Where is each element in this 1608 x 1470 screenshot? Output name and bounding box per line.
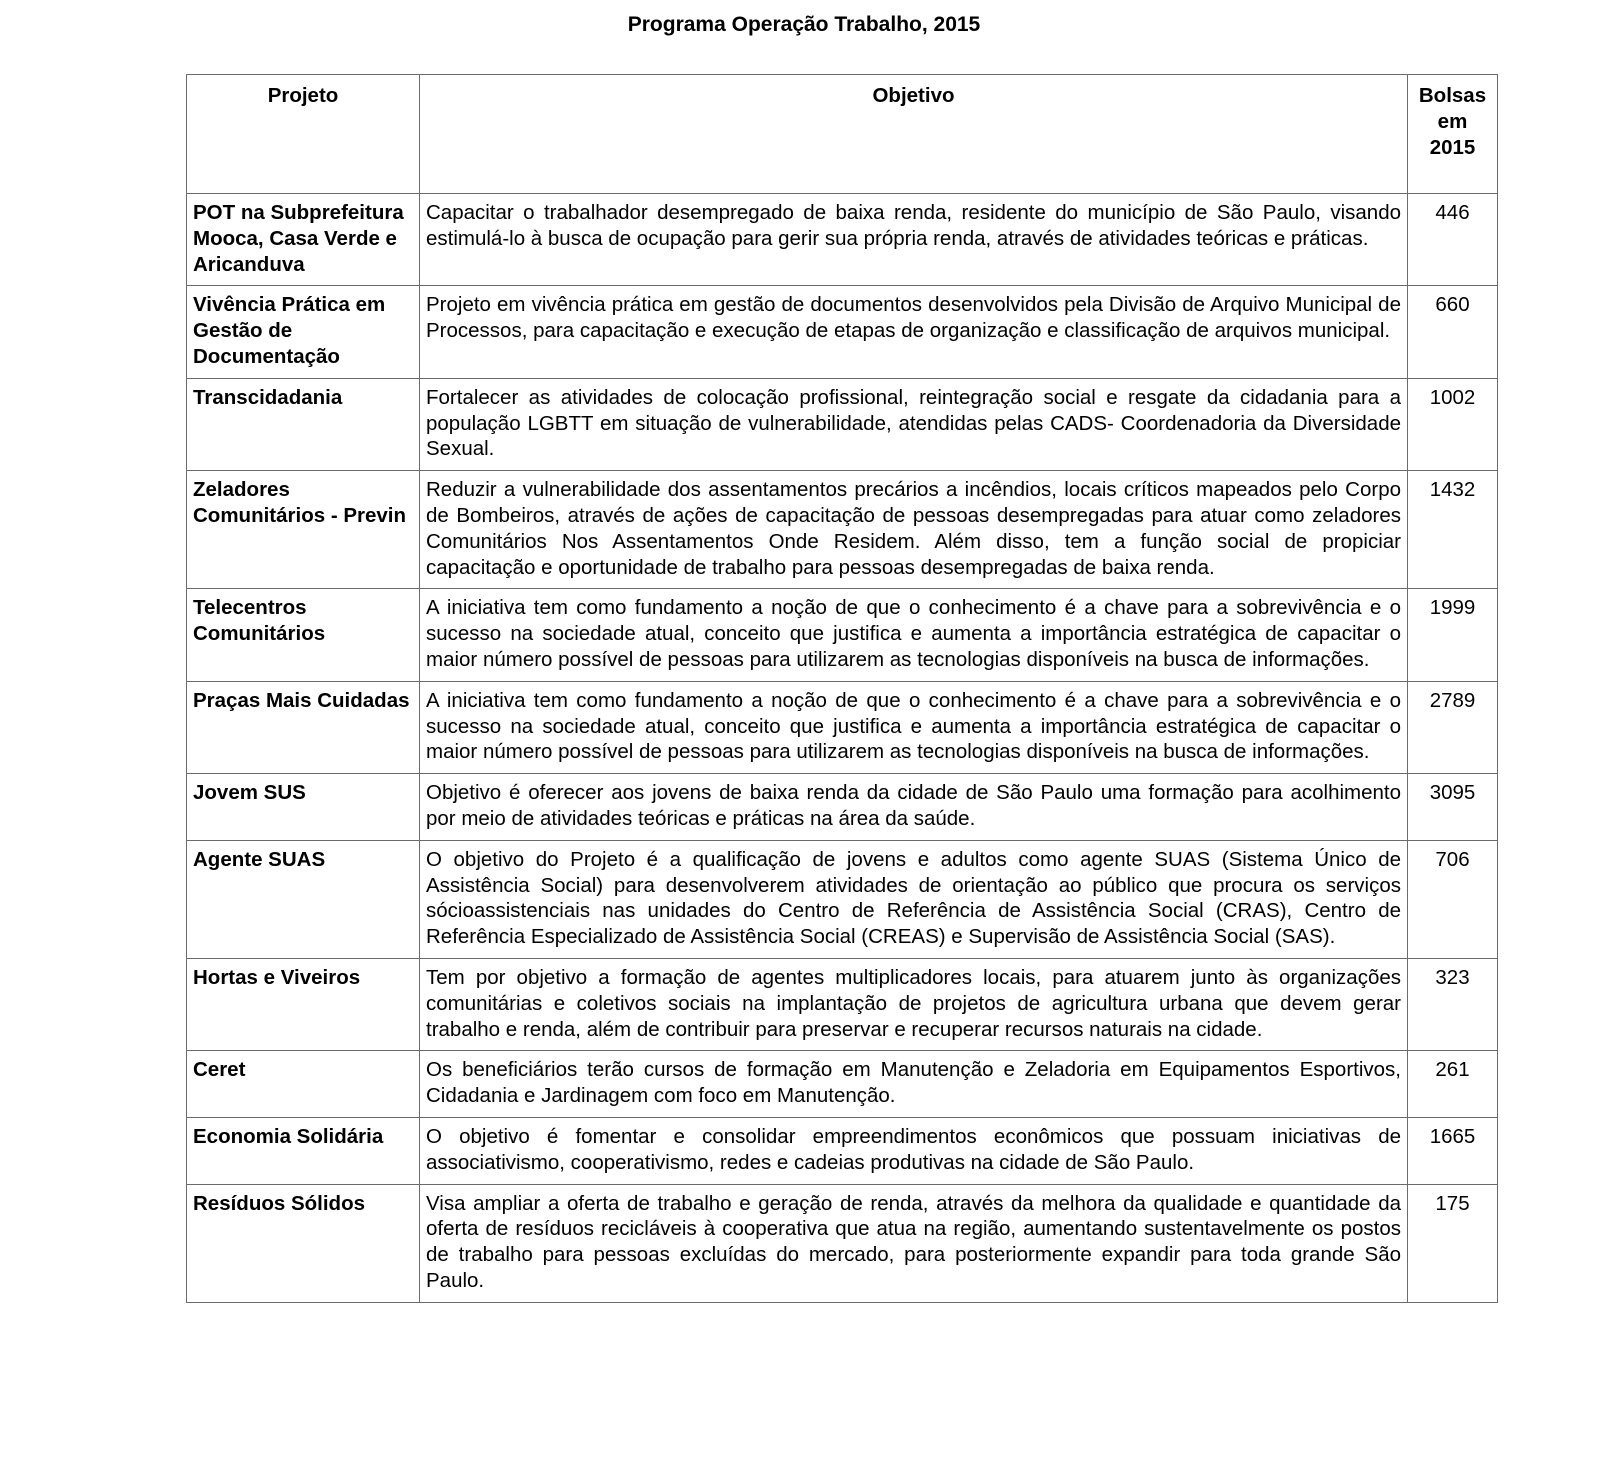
table-row: [187, 774, 1498, 841]
cell-objetivo: Fortalecer as atividades de colocação profissional, reintegração social e resgate da cidadania para a população LGBTT em situação de vulnerabilidade, atendidas pelas CADS- Coordenadoria da Diversidade Sexual.: [420, 378, 1408, 470]
cell-projeto: Resíduos Sólidos: [187, 1184, 420, 1302]
cell-bolsas: 175: [1408, 1184, 1498, 1302]
table-row: [187, 1117, 1498, 1184]
cell-objetivo: Objetivo é oferecer aos jovens de baixa renda da cidade de São Paulo uma formação para acolhimento por meio de atividades teóricas e práticas na área da saúde.: [420, 774, 1408, 841]
cell-objetivo: A iniciativa tem como fundamento a noção de que o conhecimento é a chave para a sobrevivência e o sucesso na sociedade atual, conceito que justifica e aumenta a importância estratégica de capacitar o maior número possível de pessoas para utilizarem as tecnologias disponíveis na busca de informações.: [420, 589, 1408, 681]
cell-bolsas: 323: [1408, 958, 1498, 1050]
cell-objetivo: Reduzir a vulnerabilidade dos assentamentos precários a incêndios, locais críticos mapeados pelo Corpo de Bombeiros, através de ações de capacitação de pessoas desempregadas para atuar como zeladores Comunitários Nos Assentamentos Onde Residem. Além disso, tem a função social de propiciar capacitação e oportunidade de trabalho para pessoas desempregadas de baixa renda.: [420, 471, 1408, 589]
cell-bolsas: 660: [1408, 286, 1498, 378]
cell-projeto: Agente SUAS: [187, 840, 420, 958]
cell-projeto: Praças Mais Cuidadas: [187, 681, 420, 773]
cell-objetivo: Capacitar o trabalhador desempregado de baixa renda, residente do município de São Paulo, visando estimulá-lo à busca de ocupação para gerir sua própria renda, através de atividades teóricas e práticas.: [420, 194, 1408, 286]
cell-bolsas: 1432: [1408, 471, 1498, 589]
cell-projeto: POT na Subprefeitura Mooca, Casa Verde e Aricanduva: [187, 194, 420, 286]
table-row: [187, 840, 1498, 958]
header-bolsas: Bolsas em 2015: [1408, 75, 1498, 194]
cell-projeto: Vivência Prática em Gestão de Documentação: [187, 286, 420, 378]
cell-bolsas: 1999: [1408, 589, 1498, 681]
table-header-row: [187, 75, 1498, 194]
cell-objetivo: A iniciativa tem como fundamento a noção de que o conhecimento é a chave para a sobrevivência e o sucesso na sociedade atual, conceito que justifica e aumenta a importância estratégica de capacitar o maior número possível de pessoas para utilizarem as tecnologias disponíveis na busca de informações.: [420, 681, 1408, 773]
cell-objetivo: O objetivo é fomentar e consolidar empreendimentos econômicos que possuam iniciativas de associativismo, cooperativismo, redes e cadeias produtivas na cidade de São Paulo.: [420, 1117, 1408, 1184]
table-row: [187, 471, 1498, 589]
header-objetivo: Objetivo: [420, 75, 1408, 194]
cell-projeto: Economia Solidária: [187, 1117, 420, 1184]
table-row: [187, 681, 1498, 773]
cell-bolsas: 261: [1408, 1051, 1498, 1118]
cell-projeto: Telecentros Comunitários: [187, 589, 420, 681]
table-row: [187, 958, 1498, 1050]
cell-projeto: Zeladores Comunitários - Previn: [187, 471, 420, 589]
table-row: [187, 589, 1498, 681]
cell-bolsas: 446: [1408, 194, 1498, 286]
table-row: [187, 1051, 1498, 1118]
table-row: [187, 194, 1498, 286]
cell-bolsas: 1002: [1408, 378, 1498, 470]
projects-table: [186, 74, 1498, 1303]
cell-bolsas: 1665: [1408, 1117, 1498, 1184]
header-projeto: Projeto: [187, 75, 420, 194]
cell-objetivo: Projeto em vivência prática em gestão de documentos desenvolvidos pela Divisão de Arquivo Municipal de Processos, para capacitação e execução de etapas de organização e classificação de arquivos municipal.: [420, 286, 1408, 378]
table-row: [187, 378, 1498, 470]
cell-bolsas: 2789: [1408, 681, 1498, 773]
document-title: Programa Operação Trabalho, 2015: [627, 13, 981, 36]
table-row: [187, 286, 1498, 378]
cell-projeto: Transcidadania: [187, 378, 420, 470]
cell-bolsas: 706: [1408, 840, 1498, 958]
cell-projeto: Hortas e Viveiros: [187, 958, 420, 1050]
cell-objetivo: O objetivo do Projeto é a qualificação de jovens e adultos como agente SUAS (Sistema Único de Assistência Social) para desenvolverem atividades de orientação ao público que procura os serviços sócioassistenciais nas unidades do Centro de Referência de Assistência Social (CRAS), Centro de Referência Especializado de Assistência Social (CREAS) e Supervisão de Assistência Social (SAS).: [420, 840, 1408, 958]
cell-projeto: Ceret: [187, 1051, 420, 1118]
table-row: [187, 1184, 1498, 1302]
cell-objetivo: Tem por objetivo a formação de agentes multiplicadores locais, para atuarem junto às organizações comunitárias e coletivos sociais na implantação de projetos de agricultura urbana que devem gerar trabalho e renda, além de contribuir para preservar e recuperar recursos naturais na cidade.: [420, 958, 1408, 1050]
cell-objetivo: Os beneficiários terão cursos de formação em Manutenção e Zeladoria em Equipamentos Esportivos, Cidadania e Jardinagem com foco em Manutenção.: [420, 1051, 1408, 1118]
cell-projeto: Jovem SUS: [187, 774, 420, 841]
cell-objetivo: Visa ampliar a oferta de trabalho e geração de renda, através da melhora da qualidade e quantidade da oferta de resíduos recicláveis à cooperativa que atua na região, aumentando sustentavelmente os postos de trabalho para pessoas excluídas do mercado, para posteriormente expandir para toda grande São Paulo.: [420, 1184, 1408, 1302]
cell-bolsas: 3095: [1408, 774, 1498, 841]
